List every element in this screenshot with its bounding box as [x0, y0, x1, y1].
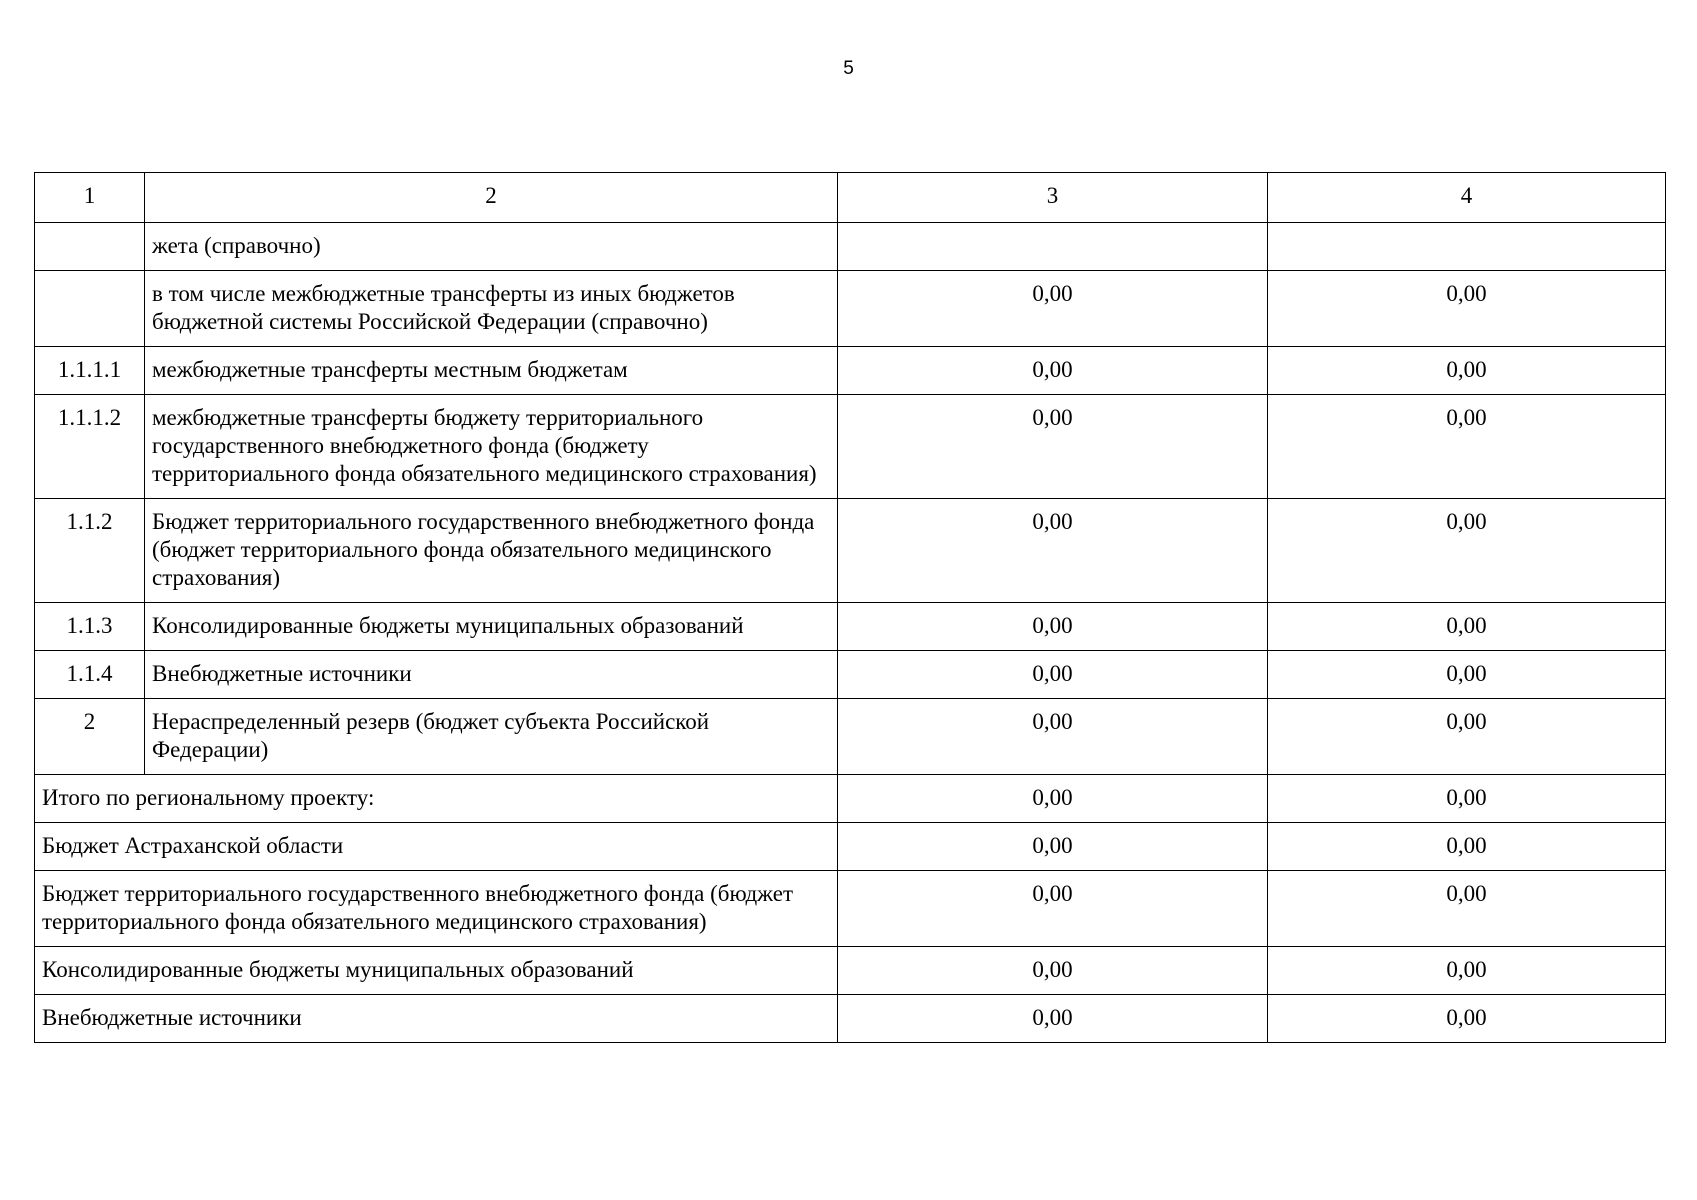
- row-label: Внебюджетные источники: [145, 651, 838, 699]
- table-row: [35, 699, 1666, 775]
- summary-value-3: 0,00: [838, 823, 1268, 871]
- summary-value-3: 0,00: [838, 947, 1268, 995]
- table-row: [35, 395, 1666, 499]
- summary-value-3: 0,00: [838, 775, 1268, 823]
- summary-value-4: 0,00: [1268, 823, 1666, 871]
- header-cell-3: 3: [838, 173, 1268, 223]
- row-value-3: 0,00: [838, 499, 1268, 603]
- summary-value-3: 0,00: [838, 995, 1268, 1043]
- row-number: 1.1.1.2: [35, 395, 145, 499]
- row-label: жета (справочно): [145, 223, 838, 271]
- row-value-4: 0,00: [1268, 347, 1666, 395]
- summary-label: Консолидированные бюджеты муниципальных образований: [35, 947, 838, 995]
- summary-row: [35, 947, 1666, 995]
- row-label: Консолидированные бюджеты муниципальных образований: [145, 603, 838, 651]
- row-value-4: 0,00: [1268, 699, 1666, 775]
- row-number: 1.1.2: [35, 499, 145, 603]
- summary-row: [35, 823, 1666, 871]
- row-value-4: 0,00: [1268, 499, 1666, 603]
- summary-value-4: 0,00: [1268, 995, 1666, 1043]
- row-value-3: 0,00: [838, 395, 1268, 499]
- summary-value-4: 0,00: [1268, 947, 1666, 995]
- budget-table: [34, 172, 1666, 1043]
- row-value-3: 0,00: [838, 603, 1268, 651]
- row-value-3: 0,00: [838, 271, 1268, 347]
- table-row: [35, 271, 1666, 347]
- summary-label: Бюджет территориального государственного внебюджетного фонда (бюджет территориального фонда обязательного медицинского страхования): [35, 871, 838, 947]
- row-value-4: [1268, 223, 1666, 271]
- table-row: [35, 603, 1666, 651]
- summary-value-3: 0,00: [838, 871, 1268, 947]
- summary-label: Внебюджетные источники: [35, 995, 838, 1043]
- summary-value-4: 0,00: [1268, 775, 1666, 823]
- summary-label: Бюджет Астраханской области: [35, 823, 838, 871]
- header-cell-2: 2: [145, 173, 838, 223]
- header-cell-4: 4: [1268, 173, 1666, 223]
- row-value-4: 0,00: [1268, 603, 1666, 651]
- summary-value-4: 0,00: [1268, 871, 1666, 947]
- table-header-row: [35, 173, 1666, 223]
- row-label: Нераспределенный резерв (бюджет субъекта Российской Федерации): [145, 699, 838, 775]
- row-number: 1.1.1.1: [35, 347, 145, 395]
- row-number: 1.1.4: [35, 651, 145, 699]
- row-value-4: 0,00: [1268, 271, 1666, 347]
- header-cell-1: 1: [35, 173, 145, 223]
- table-row: [35, 223, 1666, 271]
- summary-row: [35, 995, 1666, 1043]
- table-row: [35, 499, 1666, 603]
- row-value-4: 0,00: [1268, 395, 1666, 499]
- row-number: [35, 271, 145, 347]
- row-value-3: [838, 223, 1268, 271]
- row-label: межбюджетные трансферты местным бюджетам: [145, 347, 838, 395]
- summary-label: Итого по региональному проекту:: [35, 775, 838, 823]
- row-value-3: 0,00: [838, 699, 1268, 775]
- table-row: [35, 347, 1666, 395]
- summary-row: [35, 775, 1666, 823]
- row-number: 2: [35, 699, 145, 775]
- row-value-3: 0,00: [838, 651, 1268, 699]
- row-value-3: 0,00: [838, 347, 1268, 395]
- row-label: межбюджетные трансферты бюджету территориального государственного внебюджетного фонда (бюджету территориального фонда обязательного медицинского страхования): [145, 395, 838, 499]
- row-number: 1.1.3: [35, 603, 145, 651]
- summary-row: [35, 871, 1666, 947]
- row-value-4: 0,00: [1268, 651, 1666, 699]
- row-label: Бюджет территориального государственного внебюджетного фонда (бюджет территориального фонда обязательного медицинского страхования): [145, 499, 838, 603]
- page-number: 5: [843, 58, 854, 79]
- row-label: в том числе межбюджетные трансферты из иных бюджетов бюджетной системы Российской Федерации (справочно): [145, 271, 838, 347]
- row-number: [35, 223, 145, 271]
- table-row: [35, 651, 1666, 699]
